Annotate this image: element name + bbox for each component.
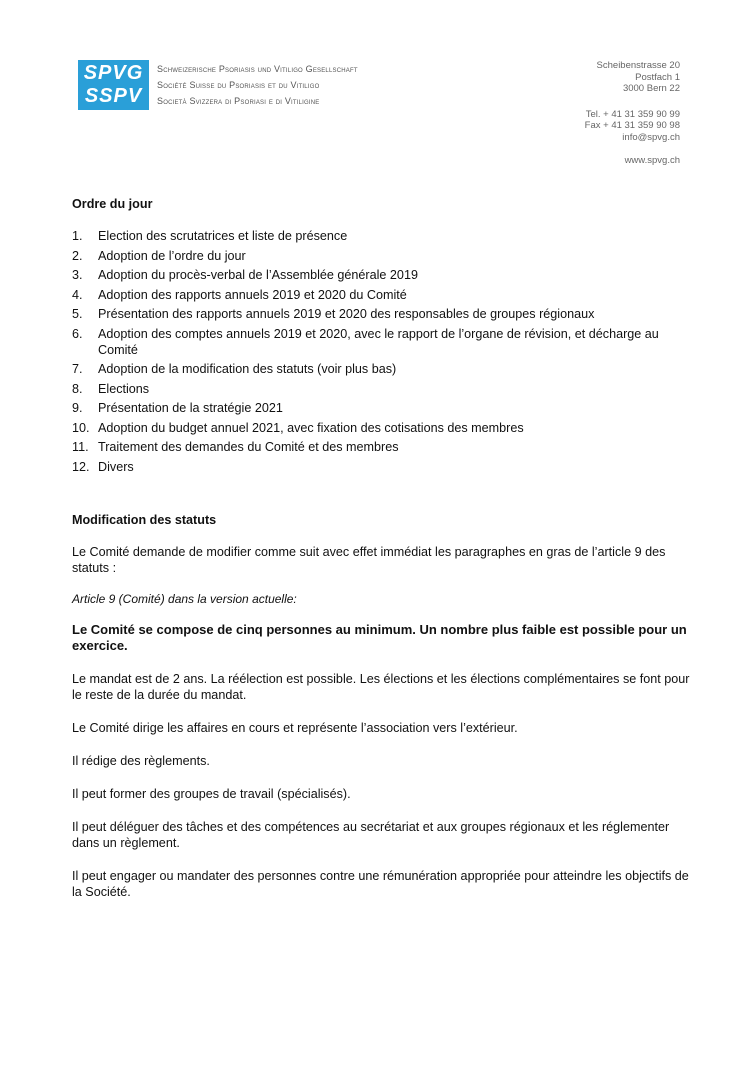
- agenda-item-text: Elections: [98, 381, 150, 396]
- website: www.spvg.ch: [624, 155, 680, 166]
- statute-paragraph: Le mandat est de 2 ans. La réélection est possible. Les élections et les élections complémentaires se font pour le reste de la durée du mandat.: [72, 671, 690, 702]
- agenda-item-number: 4.: [72, 287, 83, 302]
- email-address: info@spvg.ch: [622, 131, 680, 143]
- agenda-item-number: 5.: [72, 307, 83, 321]
- agenda-item-text: Adoption des rapports annuels 2019 et 2020 du Comité: [98, 287, 407, 302]
- agenda-title: Ordre du jour: [72, 197, 153, 211]
- statute-paragraph: Il peut former des groupes de travail (spécialisés).: [72, 786, 351, 801]
- agenda-item-number: 12.: [72, 459, 90, 474]
- agenda-item-text: Adoption de l’ordre du jour: [98, 248, 246, 263]
- agenda-item-number: 9.: [72, 401, 83, 415]
- document-body: [72, 197, 692, 900]
- agenda-item-number: 6.: [72, 326, 83, 341]
- article-heading: Article 9 (Comité) dans la version actuelle:: [72, 591, 297, 606]
- address-box: Postfach 1: [635, 71, 680, 83]
- org-name-fr: Société Suisse du Psoriasis et du Vitiligo: [157, 80, 320, 90]
- statute-paragraph: Il peut engager ou mandater des personnes contre une rémunération appropriée pour atteindre les objectifs de la Société.: [72, 868, 689, 899]
- agenda-item-text: Adoption de la modification des statuts (voir plus bas): [98, 362, 397, 376]
- agenda-item: [72, 326, 692, 358]
- agenda-item: [72, 439, 692, 455]
- spvg-logo: [78, 60, 149, 110]
- agenda-item-number: 3.: [72, 268, 83, 282]
- statute-paragraph: Il peut déléguer des tâches et des compétences au secrétariat et aux groupes régionaux et les réglementer dans un règlement.: [72, 819, 670, 850]
- address-city: 3000 Bern 22: [622, 83, 680, 94]
- agenda-list: [72, 228, 692, 475]
- contact-block: [585, 60, 680, 167]
- statutes-title: Modification des statuts: [72, 512, 217, 527]
- agenda-item-number: 11.: [72, 440, 89, 454]
- logo-line-1: SPVG: [83, 62, 144, 84]
- statute-paragraph: Le Comité dirige les affaires en cours et représente l’association vers l’extérieur.: [72, 720, 518, 735]
- agenda-item-number: 10.: [72, 420, 90, 435]
- org-name-it: Società Svizzera di Psoriasi e di Vitiligine: [157, 96, 320, 106]
- agenda-item: [72, 361, 692, 377]
- agenda-item-text: Divers: [98, 459, 134, 474]
- agenda-item: [72, 228, 692, 244]
- agenda-item: [72, 287, 692, 303]
- statute-paragraph: Il rédige des règlements.: [72, 753, 210, 768]
- phone-number: Tel. + 41 31 359 90 99: [585, 108, 680, 120]
- agenda-item: [72, 267, 692, 283]
- agenda-item-text: Traitement des demandes du Comité et des membres: [98, 440, 399, 454]
- agenda-item-text: Adoption du procès-verbal de l’Assemblée générale 2019: [98, 268, 418, 282]
- agenda-item-number: 1.: [72, 229, 83, 243]
- bold-paragraph: Le Comité se compose de cinq personnes au minimum. Un nombre plus faible est possible pour un exercice.: [72, 621, 687, 653]
- fax-number: Fax + 41 31 359 90 98: [584, 120, 680, 131]
- organization-names: [157, 61, 358, 109]
- agenda-item-text: Adoption des comptes annuels 2019 et 2020, avec le rapport de l’organe de révision, et décharge au Comité: [98, 326, 659, 357]
- agenda-item-text: Election des scrutatrices et liste de présence: [98, 229, 348, 243]
- agenda-item-number: 7.: [72, 362, 83, 376]
- agenda-item: [72, 459, 692, 475]
- agenda-item: [72, 306, 692, 322]
- agenda-item-number: 2.: [72, 248, 83, 263]
- address-street: Scheibenstrasse 20: [596, 60, 680, 71]
- agenda-item-text: Présentation des rapports annuels 2019 et 2020 des responsables de groupes régionaux: [98, 307, 595, 321]
- agenda-item-text: Présentation de la stratégie 2021: [98, 401, 283, 415]
- org-name-de: Schweizerische Psoriasis und Vitiligo Gesellschaft: [157, 64, 358, 74]
- agenda-item-number: 8.: [72, 381, 83, 396]
- logo-line-2: SSPV: [84, 85, 143, 107]
- agenda-item-text: Adoption du budget annuel 2021, avec fixation des cotisations des membres: [98, 420, 524, 435]
- statutes-intro: Le Comité demande de modifier comme suit avec effet immédiat les paragraphes en gras de l’article 9 des statuts :: [72, 544, 666, 575]
- agenda-item: [72, 248, 692, 264]
- agenda-item: [72, 420, 692, 436]
- agenda-item: [72, 400, 692, 416]
- agenda-item: [72, 381, 692, 397]
